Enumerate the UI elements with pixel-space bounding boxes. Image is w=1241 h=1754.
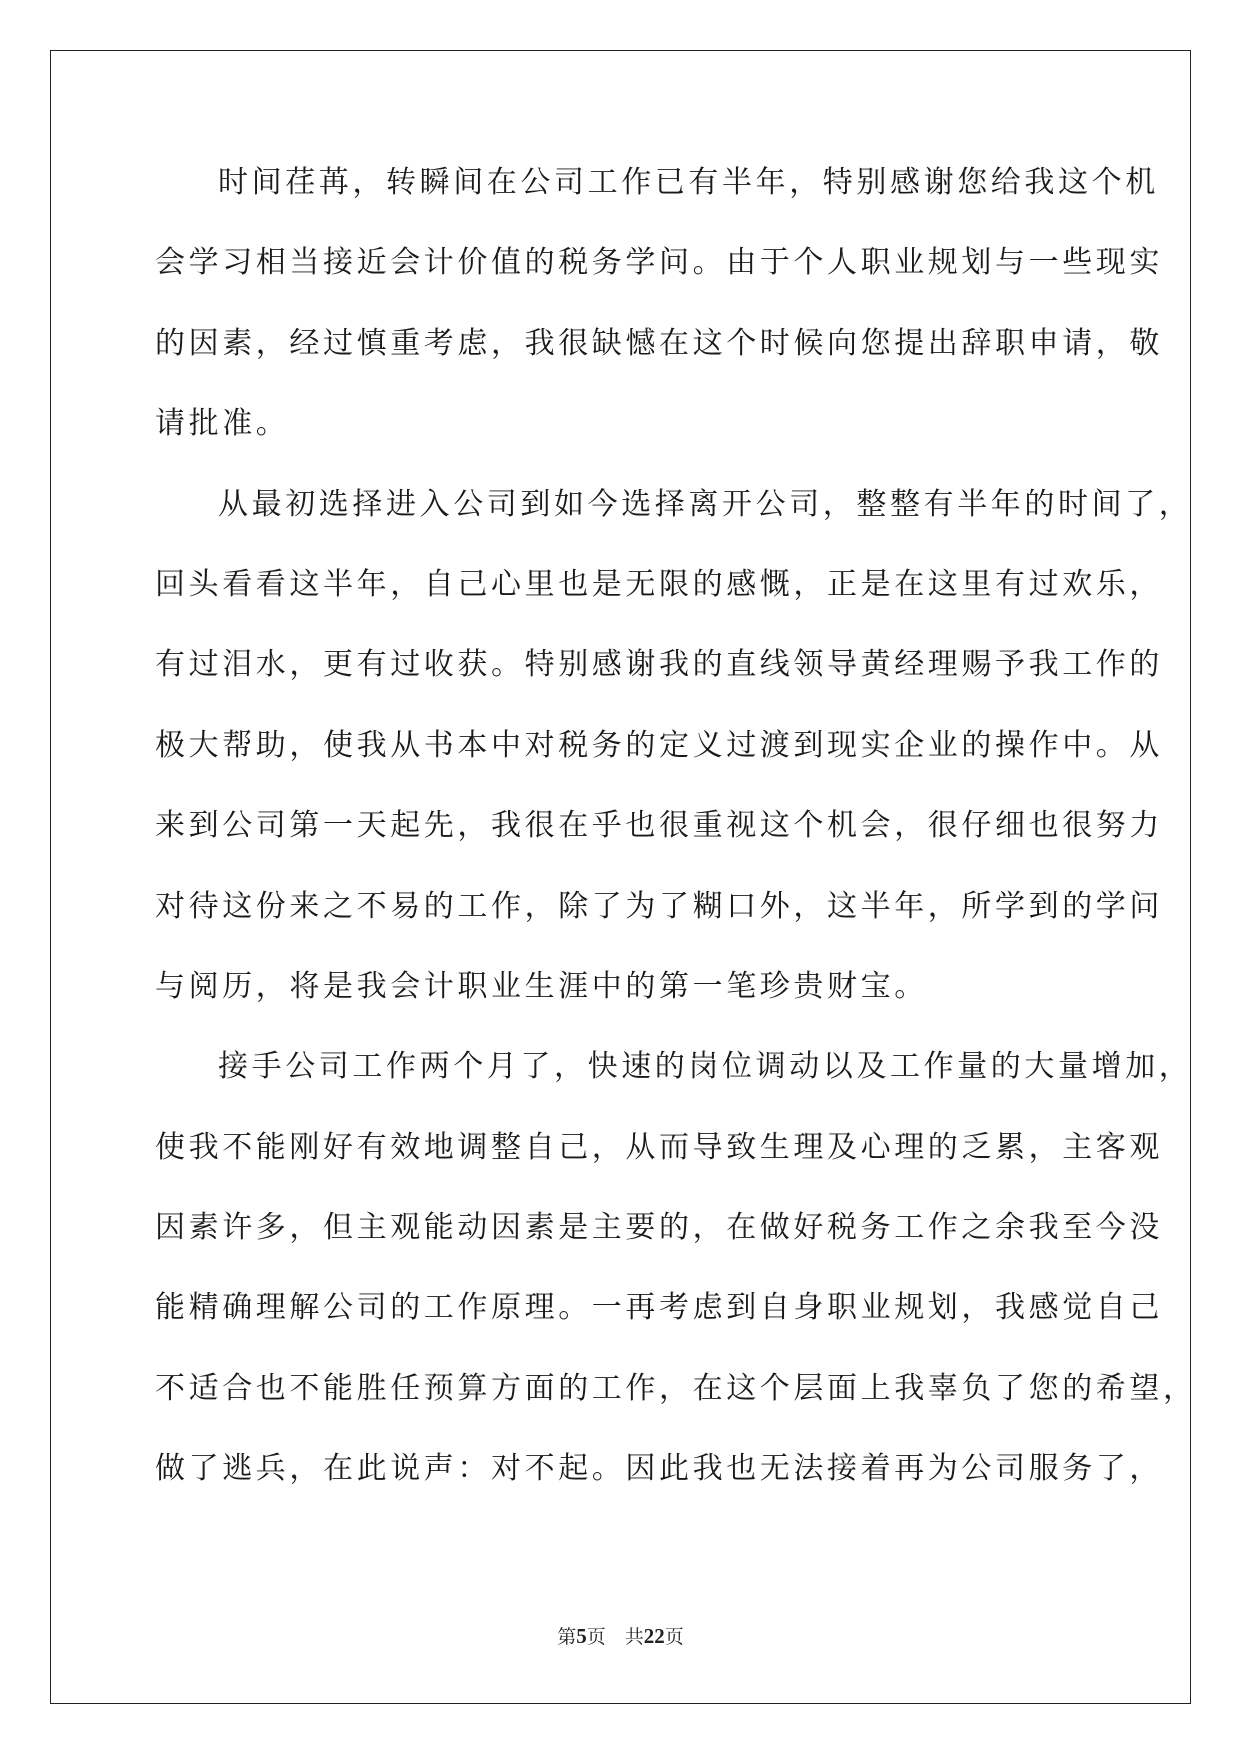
paragraph-3-line-1: 接手公司工作两个月了，快速的岗位调动以及工作量的大量增加，	[218, 1049, 1193, 1085]
paragraph-2-line-2: 回头看看这半年，自己心里也是无限的感慨，正是在这里有过欢乐，	[155, 566, 1163, 602]
paragraph-3-line-3: 因素许多，但主观能动因素是主要的，在做好税务工作之余我至今没	[155, 1210, 1163, 1246]
paragraph-3-line-2: 使我不能刚好有效地调整自己，从而导致生理及心理的乏累，主客观	[155, 1129, 1163, 1165]
paragraph-2-line-1: 从最初选择进入公司到如今选择离开公司，整整有半年的时间了，	[218, 486, 1193, 522]
footer-page-number: 5	[576, 1624, 587, 1648]
document-body	[155, 163, 1197, 1530]
footer-total-pages: 22	[643, 1624, 665, 1648]
paragraph-3-line-5: 不适合也不能胜任预算方面的工作，在这个层面上我辜负了您的希望，	[155, 1370, 1197, 1406]
paragraph-1-line-3: 的因素，经过慎重考虑，我很缺憾在这个时候向您提出辞职申请，敬	[155, 325, 1163, 361]
paragraph-3-line-6: 做了逃兵，在此说声：对不起。因此我也无法接着再为公司服务了，	[155, 1451, 1163, 1487]
paragraph-2-line-4: 极大帮助，使我从书本中对税务的定义过渡到现实企业的操作中。从	[155, 727, 1163, 763]
footer-page-prefix: 第	[557, 1627, 577, 1648]
paragraph-2-line-6: 对待这份来之不易的工作，除了为了糊口外，这半年，所学到的学问	[155, 888, 1163, 924]
paragraph-2-line-3: 有过泪水，更有过收获。特别感谢我的直线领导黄经理赐予我工作的	[155, 647, 1163, 683]
page-footer	[0, 1622, 1241, 1649]
paragraph-2-line-5: 来到公司第一天起先，我很在乎也很重视这个机会，很仔细也很努力	[155, 808, 1163, 844]
paragraph-1-line-1: 时间荏苒，转瞬间在公司工作已有半年，特别感谢您给我这个机	[218, 165, 1159, 200]
footer-total-prefix: 共	[624, 1627, 644, 1648]
paragraph-2-line-7: 与阅历，将是我会计职业生涯中的第一笔珍贵财宝。	[155, 968, 928, 1004]
footer-total-suffix: 页	[664, 1627, 684, 1648]
paragraph-1-line-2: 会学习相当接近会计价值的税务学问。由于个人职业规划与一些现实	[155, 245, 1163, 281]
paragraph-1-line-4: 请批准。	[155, 406, 290, 442]
footer-page-suffix: 页	[586, 1627, 606, 1648]
paragraph-3-line-4: 能精确理解公司的工作原理。一再考虑到自身职业规划，我感觉自己	[155, 1290, 1163, 1326]
